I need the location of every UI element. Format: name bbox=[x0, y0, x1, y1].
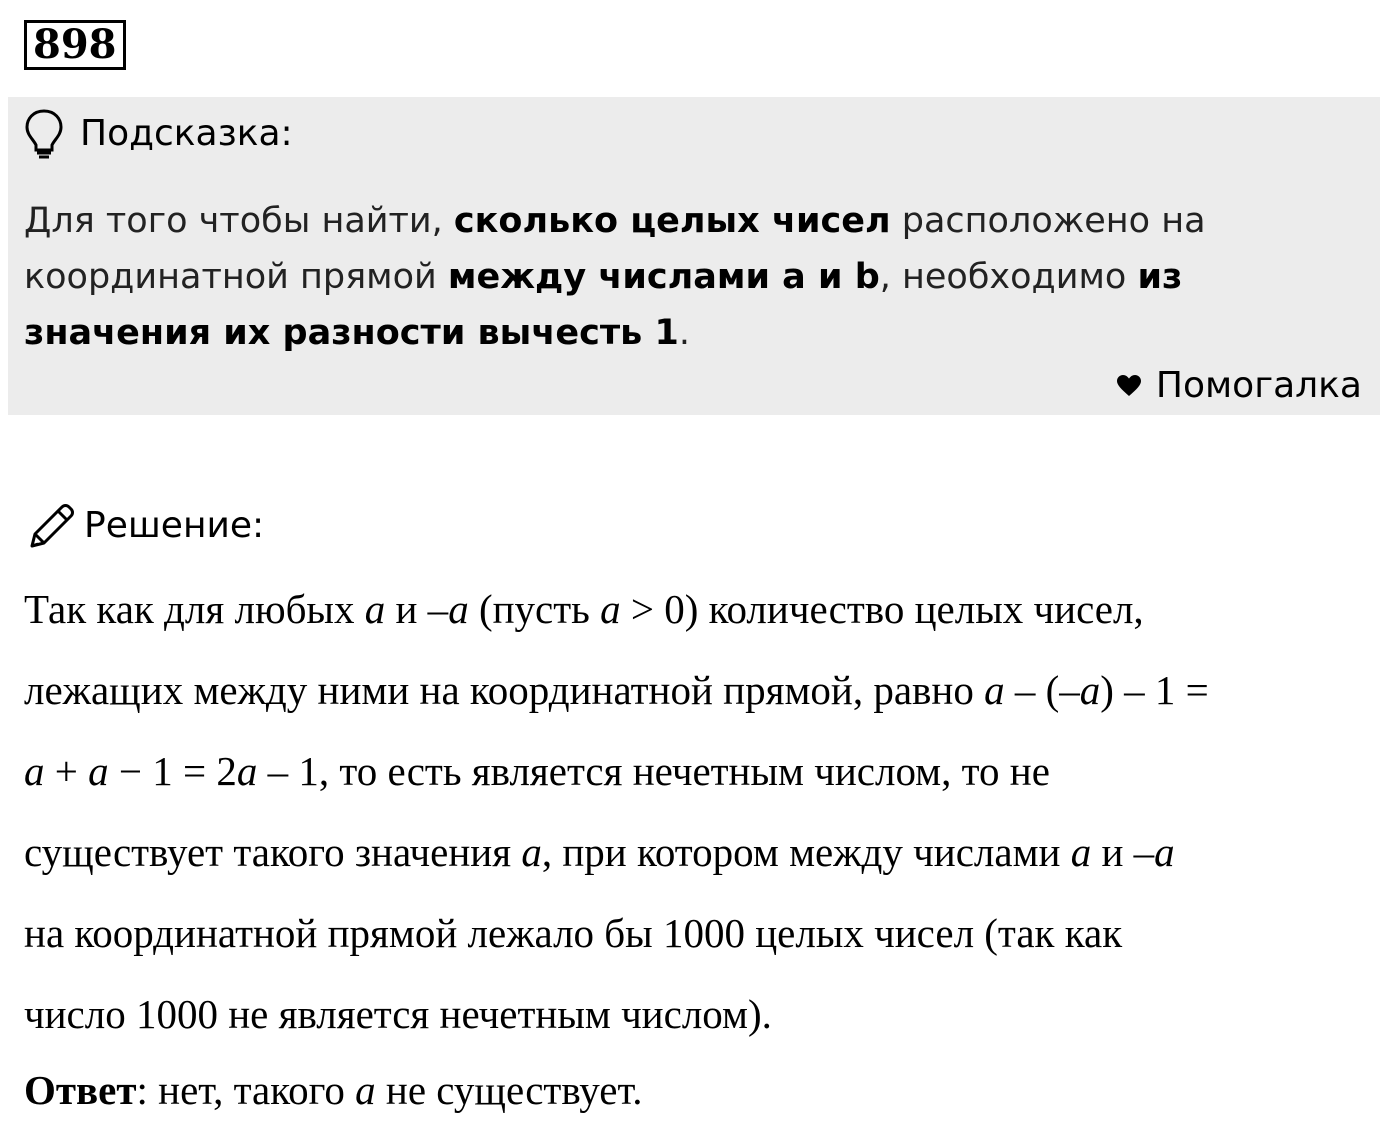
hint-segment: расположено на bbox=[890, 201, 1206, 241]
answer-label: Ответ bbox=[24, 1067, 137, 1113]
variable: a bbox=[984, 667, 1005, 713]
problem-number: 898 bbox=[24, 20, 126, 70]
credit-label: Помогалка bbox=[1155, 365, 1362, 406]
variable: a bbox=[600, 586, 621, 632]
solution-line bbox=[24, 569, 1374, 650]
text-segment: лежащих между ними на координатной прямой, равно bbox=[24, 667, 985, 713]
hint-text bbox=[24, 193, 1364, 361]
answer-variable: a bbox=[355, 1067, 376, 1113]
text-segment: ) – 1 = bbox=[1100, 667, 1209, 713]
variable: a bbox=[448, 586, 469, 632]
solution-line bbox=[24, 893, 1374, 974]
hint-segment: координатной прямой bbox=[24, 257, 448, 297]
hint-line bbox=[24, 249, 1364, 305]
text-segment: и – bbox=[1091, 829, 1155, 875]
variable: a bbox=[24, 748, 45, 794]
hint-title: Подсказка: bbox=[80, 113, 293, 154]
lightbulb-icon bbox=[24, 108, 64, 160]
text-segment: − 1 = 2 bbox=[108, 748, 237, 794]
solution-line bbox=[24, 731, 1374, 812]
text-segment: > 0) количество целых чисел, bbox=[620, 586, 1144, 632]
hint-segment-bold: из bbox=[1137, 257, 1183, 297]
pencil-icon bbox=[26, 500, 78, 552]
hint-segment-bold: сколько целых чисел bbox=[453, 201, 891, 241]
text-segment: , при котором между числами bbox=[541, 829, 1071, 875]
text-segment: число 1000 не является нечетным числом). bbox=[24, 991, 772, 1037]
hint-segment: , необходимо bbox=[879, 257, 1138, 297]
text-segment: + bbox=[44, 748, 89, 794]
text-segment: Так как для любых bbox=[24, 586, 365, 632]
variable: a bbox=[88, 748, 109, 794]
variable: a bbox=[521, 829, 542, 875]
text-segment: (пусть bbox=[468, 586, 601, 632]
answer-text: : нет, такого bbox=[136, 1067, 356, 1113]
answer-text: не существует. bbox=[375, 1067, 643, 1113]
solution-line bbox=[24, 974, 1374, 1055]
text-segment: – (– bbox=[1004, 667, 1080, 713]
solution-title: Решение: bbox=[84, 505, 265, 546]
variable: a bbox=[1070, 829, 1092, 875]
heart-icon bbox=[1116, 374, 1142, 398]
variable: a bbox=[1079, 667, 1101, 713]
variable: a bbox=[1154, 829, 1175, 875]
variable: a bbox=[236, 748, 258, 794]
variable: a bbox=[364, 586, 386, 632]
hint-segment: . bbox=[678, 313, 690, 353]
hint-segment: Для того чтобы найти, bbox=[24, 201, 454, 241]
hint-line bbox=[24, 305, 1364, 361]
hint-segment-bold: между числами a и b bbox=[447, 257, 880, 297]
text-segment: на координатной прямой лежало бы 1000 целых чисел (так как bbox=[24, 910, 1123, 956]
answer bbox=[24, 1062, 643, 1118]
hint-segment-bold: значения их разности вычесть 1 bbox=[24, 313, 679, 353]
hint-line bbox=[24, 193, 1364, 249]
text-segment: и – bbox=[385, 586, 449, 632]
solution-text bbox=[24, 569, 1374, 1055]
solution-line bbox=[24, 650, 1374, 731]
solution-line bbox=[24, 812, 1374, 893]
text-segment: существует такого значения bbox=[24, 829, 522, 875]
solution-header bbox=[26, 498, 264, 554]
text-segment: – 1, то есть является нечетным числом, то не bbox=[257, 748, 1050, 794]
credit bbox=[1116, 361, 1362, 411]
hint-header bbox=[24, 106, 293, 162]
